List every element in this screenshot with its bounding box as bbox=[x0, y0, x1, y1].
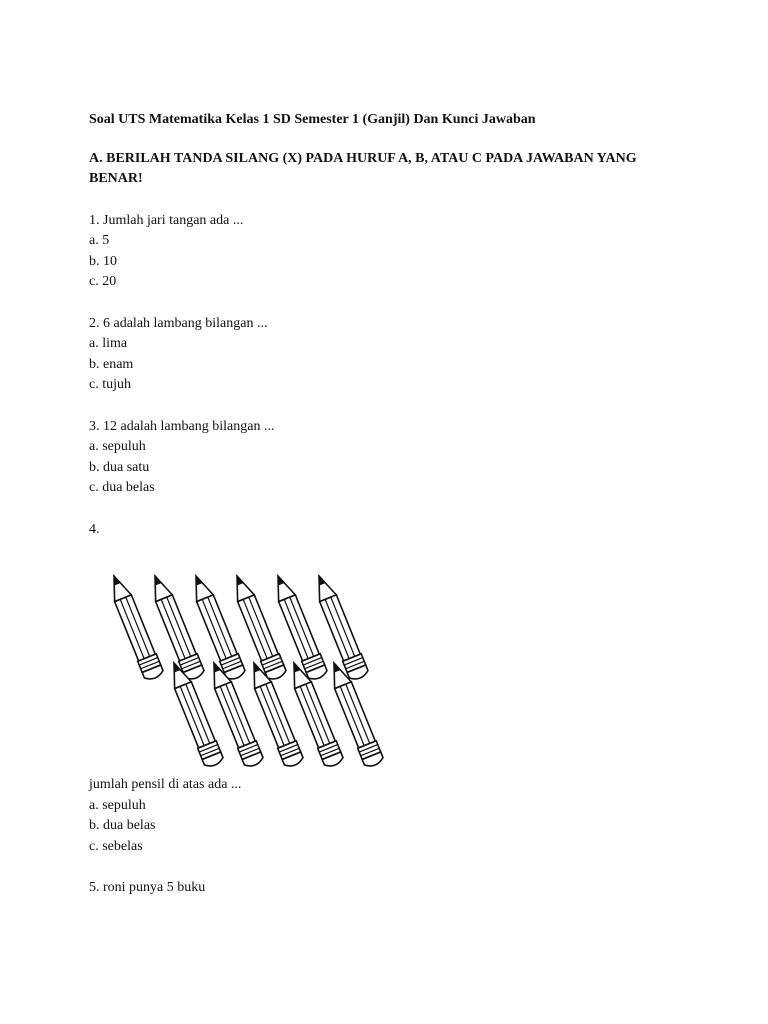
option-c: c. dua belas bbox=[89, 480, 155, 495]
question-text: 4. bbox=[89, 521, 100, 537]
option-b: b. dua satu bbox=[89, 459, 150, 475]
question-5 bbox=[89, 878, 689, 899]
worksheet bbox=[89, 110, 689, 899]
question-1 bbox=[89, 211, 689, 293]
option-c: c. 20 bbox=[89, 274, 117, 289]
question-text: 3. 12 adalah lambang bilangan ... bbox=[89, 418, 275, 434]
option-a: a. sepuluh bbox=[89, 797, 146, 813]
question-4 bbox=[89, 520, 689, 858]
option-c: c. sebelas bbox=[89, 838, 143, 854]
option-b: b. dua belas bbox=[89, 818, 156, 833]
question-text: 5. roni punya 5 buku bbox=[89, 880, 206, 895]
pencils-drawing bbox=[102, 570, 402, 775]
option-b: b. 10 bbox=[89, 253, 117, 269]
section-instruction: A. BERILAH TANDA SILANG (X) PADA HURUF A, B, ATAU C PADA JAWABAN YANG BENAR! bbox=[89, 150, 637, 186]
option-b: b. enam bbox=[89, 356, 134, 372]
pencils-illustration bbox=[102, 570, 402, 775]
option-a: a. lima bbox=[89, 336, 128, 351]
question-3 bbox=[89, 417, 689, 499]
option-c: c. tujuh bbox=[89, 377, 131, 392]
question-text: 1. Jumlah jari tangan ada ... bbox=[89, 212, 244, 228]
option-a: a. sepuluh bbox=[89, 439, 146, 454]
question-text: 2. 6 adalah lambang bilangan ... bbox=[89, 315, 268, 331]
document-title: Soal UTS Matematika Kelas 1 SD Semester 1 (Ganjil) Dan Kunci Jawaban bbox=[89, 112, 536, 127]
question-2 bbox=[89, 314, 689, 396]
question-followup: jumlah pensil di atas ada ... bbox=[89, 777, 242, 792]
option-a: a. 5 bbox=[89, 233, 110, 248]
